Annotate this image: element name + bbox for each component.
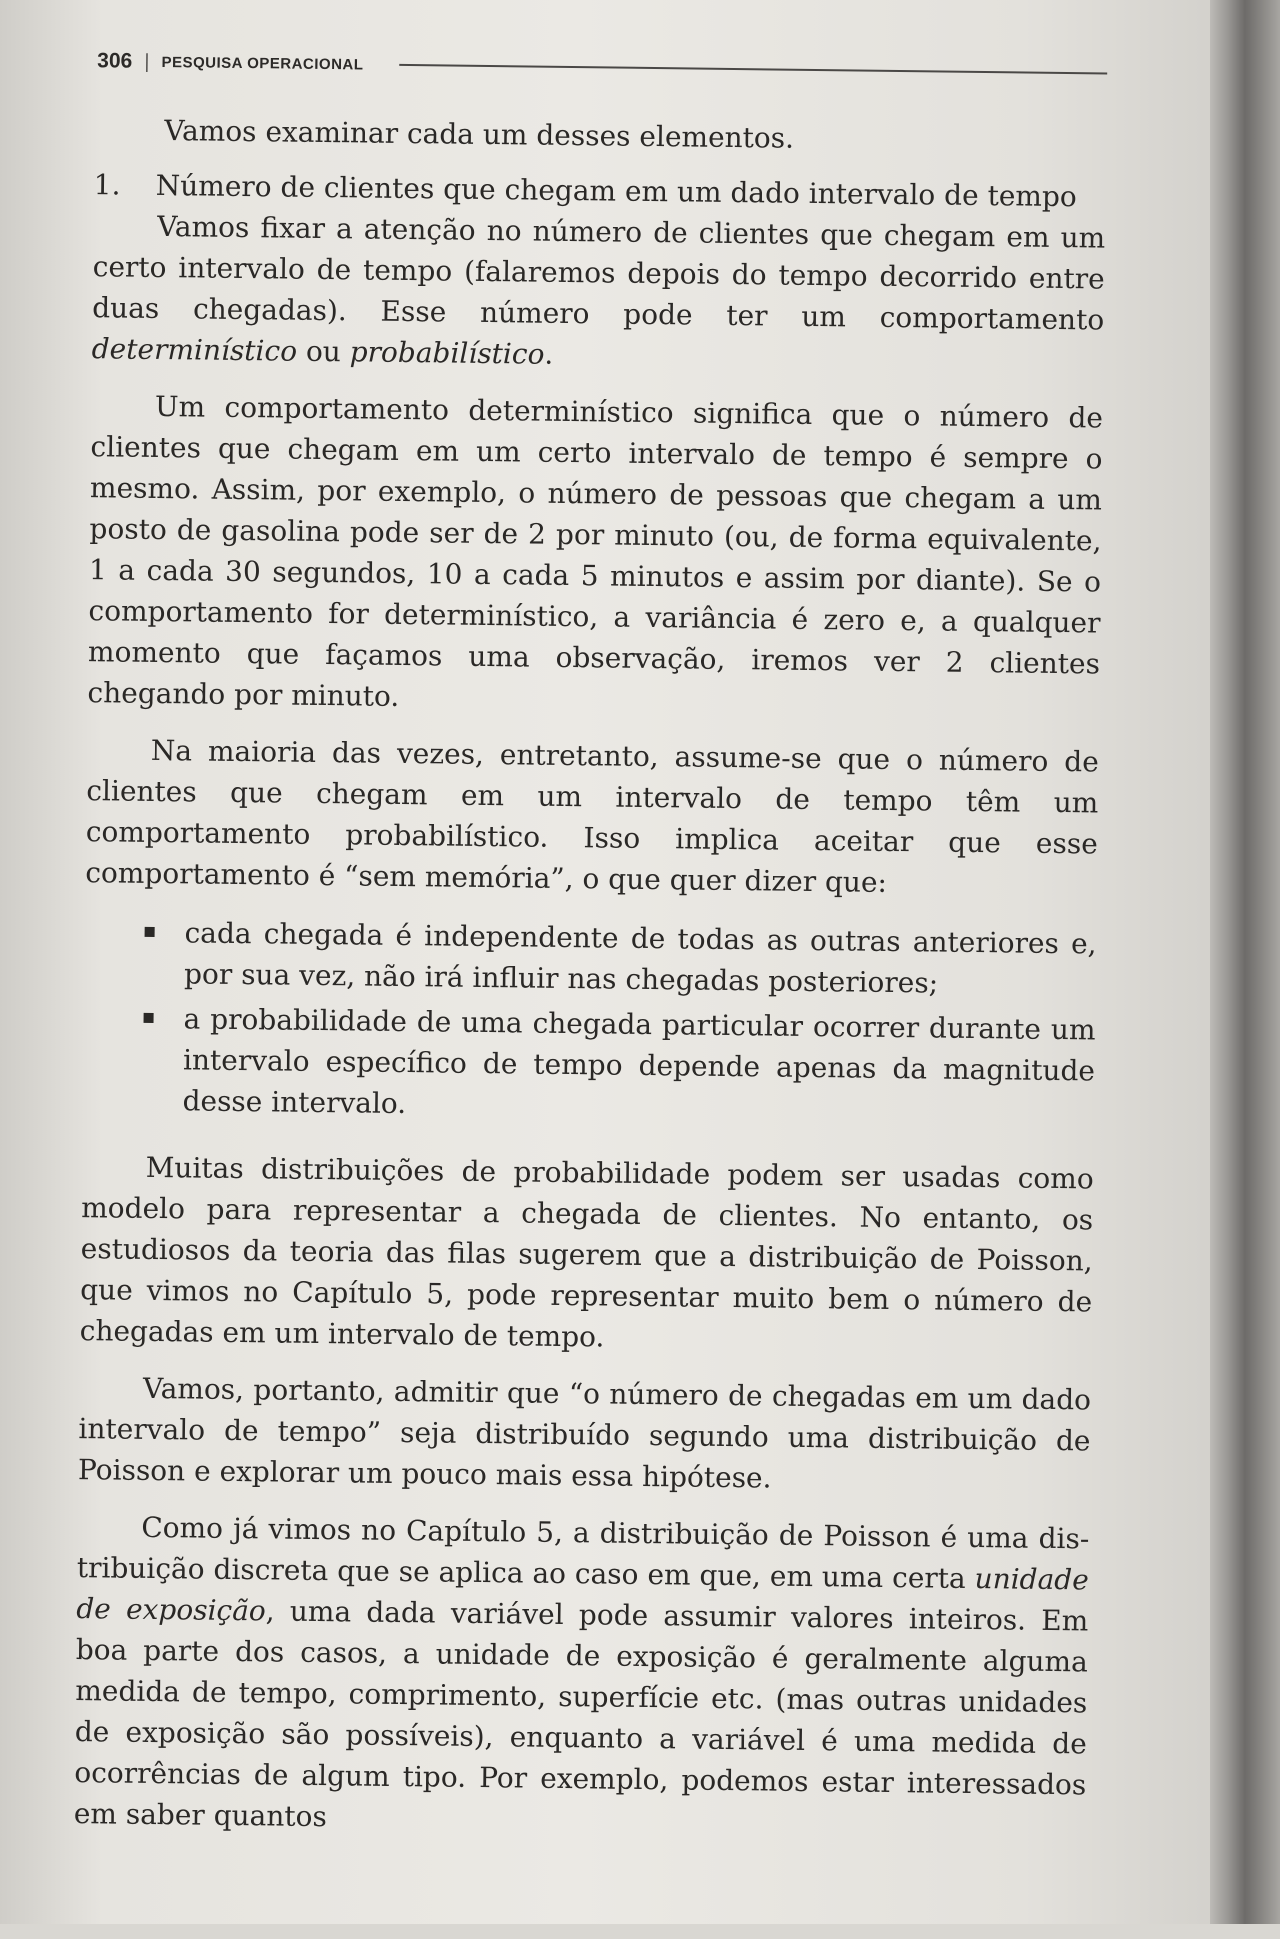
paragraph-3: Na maioria das vezes, entretanto, assume-se que o número de clientes que chegam em um intervalo de tempo têm um comportamento probabilístico. Isso implica aceitar que esse comportamento é “sem memória”, o que quer dizer que: xyxy=(85,733,1099,899)
intro-paragraph: Vamos examinar cada um desses elementos. xyxy=(164,114,795,155)
list-item xyxy=(144,912,1097,1006)
square-bullet-icon xyxy=(145,927,155,937)
square-bullet-icon xyxy=(144,1013,154,1023)
paragraph-6-end: , uma dada variável pode assumir valores inteiros. Em boa parte dos casos, a unidade de exposição é geralmente alguma medida de tempo, comprimento, superfície etc. (mas outras unidades de exposição são possíveis), enquanto a variável é uma medida de ocorrências de algum tipo. Por exemplo, podemos estar interessados em saber quantos xyxy=(73,1594,1089,1834)
term-probabilistico: probabilístico xyxy=(349,335,545,371)
bullet-text: cada chegada é independente de todas as outras anteriores e, por sua vez, não irá influir nas chegadas posteriores; xyxy=(183,916,1097,1000)
paragraph-4: Muitas distribuições de probabilidade podem ser usadas como modelo para representar a chegada de clientes. No entanto, os estudiosos da teoria das filas sugerem que a distribuição de Poisson, que vimos no Capítulo 5, pode representar muito bem o número de chegadas em um intervalo de tempo. xyxy=(79,1150,1094,1354)
paragraph-1 xyxy=(91,205,1105,381)
term-deterministico: determinístico xyxy=(91,332,298,368)
paragraph-6-text: Como já vimos no Capítulo 5, a distribuição de Poisson é uma distribuição discreta que se aplica ao caso em que, em uma certa xyxy=(76,1510,1090,1596)
page-number: 306 xyxy=(97,49,133,73)
bullet-list xyxy=(82,911,1096,1132)
section-number: 1. xyxy=(93,168,121,202)
running-header xyxy=(97,41,1107,93)
paragraph-1-end: . xyxy=(544,337,554,371)
paragraph-6 xyxy=(74,1506,1090,1846)
paragraph-1-text: Vamos fixar a atenção no número de clientes que chegam em um certo intervalo de tempo (falaremos depois do tempo decorrido entre duas chegadas). Esse número pode ter um comportamento xyxy=(92,209,1106,337)
page-text xyxy=(74,109,1107,1846)
header-separator: | xyxy=(144,50,150,73)
section-title: Número de clientes que chegam em um dado intervalo de tempo xyxy=(155,168,1077,214)
book-page-edge xyxy=(1210,0,1280,1924)
term-unidade-de-exposicao: unidade de exposição xyxy=(76,1562,1089,1628)
running-head-title: PESQUISA OPERACIONAL xyxy=(161,53,364,73)
paragraph-5: Vamos, portanto, admitir que “o número de chegadas em um dado intervalo de tempo” seja distribuído segundo uma distribuição de Poisson e explorar um pouco mais essa hipótese. xyxy=(77,1371,1092,1495)
header-rule xyxy=(399,64,1107,75)
bullet-text: a probabilidade de uma chegada particular ocorrer durante um intervalo específico de tempo depende apenas da magnitude desse intervalo. xyxy=(182,1002,1096,1121)
list-item xyxy=(142,998,1095,1133)
paragraph-2: Um comportamento determinístico significa que o número de clientes que chegam em um certo intervalo de tempo é sempre o mesmo. Assim, por exemplo, o número de pessoas que chegam a um posto de gasolina pode ser de 2 por minuto (ou, de forma equivalente, 1 a cada 30 segundos, 10 a cada 5 minutos e assim por diante). Se o comportamento for determinístico, a variância é zero e, a qualquer momento que façamos uma observação, iremos ver 2 clientes chegando por minuto. xyxy=(87,389,1104,713)
paragraph-1-mid: ou xyxy=(296,334,350,369)
